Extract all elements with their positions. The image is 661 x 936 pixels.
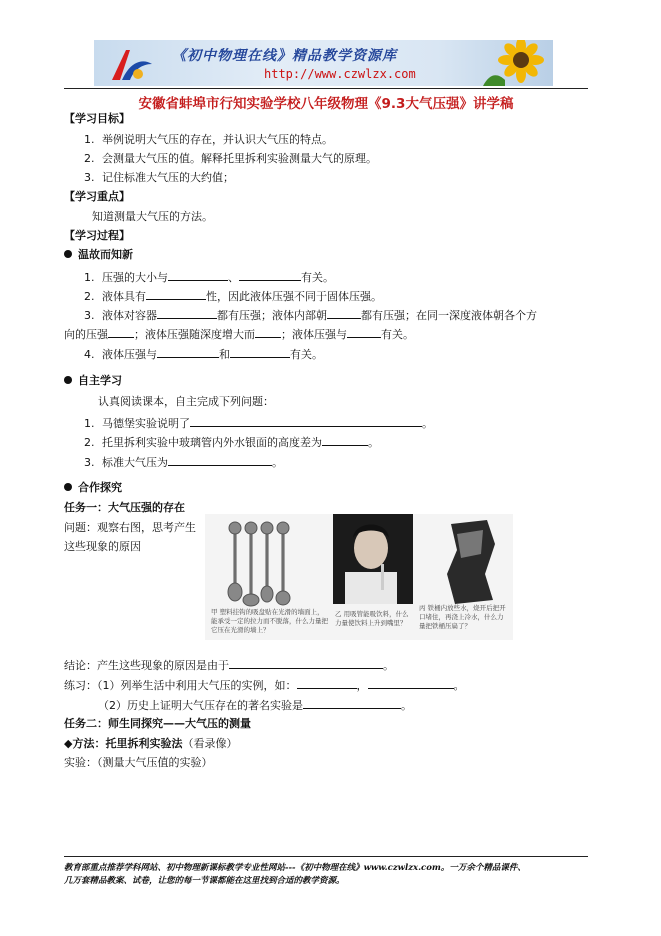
review-question-3: 3. 液体对容器 都有压强；液体内部朝 都有压强；在同一深度液体朝各个方 [84,309,537,322]
process-heading: 【学习过程】 [64,229,130,242]
bullet-icon [64,483,72,491]
task1-question-line2: 这些现象的原因 [64,540,141,553]
footer [64,862,594,888]
review-question-3-cont: 向的压强 ；液体压强随深度增大而 ；液体压强与 有关。 [64,328,414,341]
coop-heading: 合作探究 [64,481,122,495]
goals-heading: 【学习目标】 [64,112,130,125]
focus-text: 知道测量大气压的方法。 [92,210,213,223]
footer-line-2: 几万套精品教案、试卷，让您的每一节课都能在这里找到合适的教学资源。 [64,876,345,886]
focus-heading: 【学习重点】 [64,190,130,203]
practice-line-2: （2）历史上证明大气压存在的著名实验是 。 [98,699,412,712]
answer-blank[interactable] [157,346,219,358]
header-rule [64,88,588,89]
answer-blank[interactable] [190,415,422,427]
banner-url[interactable]: http://www.czwlzx.com [264,67,416,81]
method-line: ◆方法：托里拆利实验法（看录像） [64,737,238,750]
experiment-line: 实验：（测量大气压值的实验） [64,756,213,769]
page-title: 安徽省蚌埠市行知实验学校八年级物理《9.3大气压强》讲学稿 [138,96,514,112]
answer-blank[interactable] [168,269,228,281]
task1-heading: 任务一：大气压强的存在 [64,501,185,514]
self-question-3: 3. 标准大气压为 。 [84,456,283,469]
answer-blank[interactable] [347,326,381,338]
answer-blank[interactable] [108,326,134,338]
caption-c: 丙 铁桶内放些水，烧开后把开口堵住，再浇上冷水，什么力量把铁桶压扁了？ [419,604,506,630]
bullet-icon [64,250,72,258]
answer-blank[interactable] [168,454,272,466]
bullet-icon [64,376,72,384]
review-question-2: 2. 液体具有 性，因此液体压强不同于固体压强。 [84,290,382,303]
site-logo-icon [108,44,154,84]
answer-blank[interactable] [255,326,281,338]
answer-blank[interactable] [229,657,383,669]
experiment-photos [205,514,513,640]
footer-rule [64,856,588,857]
header-banner [94,40,553,86]
caption-a: 甲 塑料挂钩的吸盘贴在光滑的墙面上，能承受一定的拉力而不脱落，什么力量把它压在光滑的墙上？ [211,608,328,634]
task1-question-line1: 问题：观察右图，思考产生 [64,521,196,534]
footer-line-1: 教育部重点推荐学科网站、初中物理新课标教学专业性网站---《初中物理在线》www.czwlzx.com。一万余个精品课件、 [64,863,526,873]
answer-blank[interactable] [322,434,368,446]
goal-item-2: 2. 会测量大气压的值。解释托里拆利实验测量大气的原理。 [84,152,377,165]
self-question-1: 1. 马德堡实验说明了 。 [84,417,433,430]
review-heading: 温故而知新 [64,248,133,262]
self-question-2: 2. 托里拆利实验中玻璃管内外水银面的高度差为 。 [84,436,379,449]
goal-item-3: 3. 记住标准大气压的大约值； [84,171,234,184]
self-study-intro: 认真阅读课本，自主完成下列问题： [98,395,274,408]
banner-title: 《初中物理在线》精品教学资源库 [172,48,397,64]
task2-heading: 任务二：师生同探究——大气压的测量 [64,717,251,730]
answer-blank[interactable] [303,697,401,709]
goal-item-1: 1. 举例说明大气压的存在，并认识大气压的特点。 [84,133,333,146]
review-question-1: 1. 压强的大小与 、 有关。 [84,271,334,284]
practice-line-1: 练习：（1）列举生活中利用大气压的实例，如： ， 。 [64,679,465,692]
answer-blank[interactable] [297,677,357,689]
answer-blank[interactable] [230,346,290,358]
answer-blank[interactable] [327,307,361,319]
sunflower-icon [479,40,549,86]
answer-blank[interactable] [157,307,217,319]
caption-b: 乙 用吸管能吸饮料，什么力量使饮料上升到嘴里？ [335,610,409,627]
answer-blank[interactable] [146,288,206,300]
self-study-heading: 自主学习 [64,374,122,388]
answer-blank[interactable] [239,269,301,281]
conclusion-line: 结论：产生这些现象的原因是由于 。 [64,659,394,672]
answer-blank[interactable] [368,677,454,689]
review-question-4: 4. 液体压强与 和 有关。 [84,348,323,361]
